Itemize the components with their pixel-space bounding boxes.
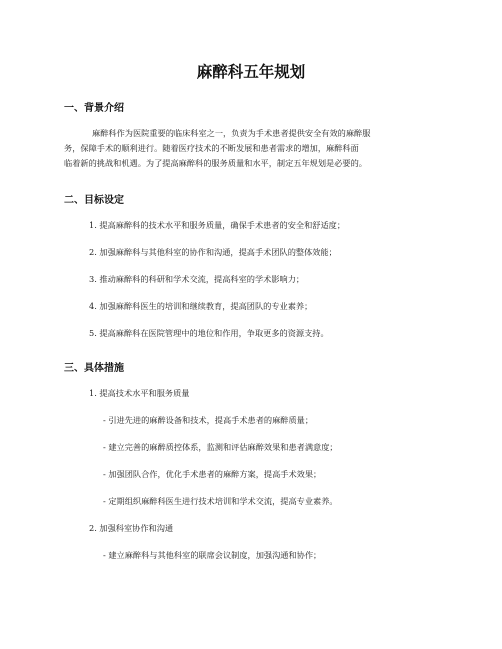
goal-item: 2. 加强麻醉科与其他科室的协作和沟通，提高手术团队的整体效能； <box>89 247 337 257</box>
measure-subitem: - 引进先进的麻醉设备和技术，提高手术患者的麻醉质量； <box>103 415 314 425</box>
goal-item: 4. 加强麻醉科医生的培训和继续教育，提高团队的专业素养； <box>89 301 313 311</box>
measure-item: 1. 提高技术水平和服务质量 <box>89 388 190 398</box>
measure-subitem: - 加强团队合作，优化手术患者的麻醉方案，提高手术效果； <box>103 469 322 479</box>
document-title: 麻醉科五年规划 <box>196 63 306 81</box>
section-heading-measures: 三、具体措施 <box>64 363 124 374</box>
paragraph-line: 务，保障手术的顺利进行。随着医疗技术的不断发展和患者需求的增加，麻醉科面 <box>64 143 359 153</box>
measure-item: 2. 加强科室协作和沟通 <box>89 523 174 533</box>
measure-subitem: - 建立完善的麻醉质控体系，监测和评估麻醉效果和患者满意度； <box>103 442 338 452</box>
measure-subitem: - 定期组织麻醉科医生进行技术培训和学术交流，提高专业素养。 <box>103 496 338 506</box>
section-heading-background: 一、背景介绍 <box>64 103 124 114</box>
goal-item: 3. 推动麻醉科的科研和学术交流，提高科室的学术影响力； <box>89 274 305 284</box>
paragraph-line: 临着新的挑战和机遇。为了提高麻醉科的服务质量和水平，制定五年规划是必要的。 <box>64 158 367 168</box>
measure-subitem: - 建立麻醉科与其他科室的联席会议制度，加强沟通和协作； <box>103 550 322 560</box>
background-paragraph <box>64 126 440 171</box>
section-heading-goals: 二、目标设定 <box>64 195 124 206</box>
goal-item: 5. 提高麻醉科在医院管理中的地位和作用，争取更多的资源支持。 <box>89 328 329 338</box>
paragraph-line: 麻醉科作为医院重要的临床科室之一，负责为手术患者提供安全有效的麻醉服 <box>92 128 371 138</box>
goal-item: 1. 提高麻醉科的技术水平和服务质量，确保手术患者的安全和舒适度； <box>89 220 346 230</box>
